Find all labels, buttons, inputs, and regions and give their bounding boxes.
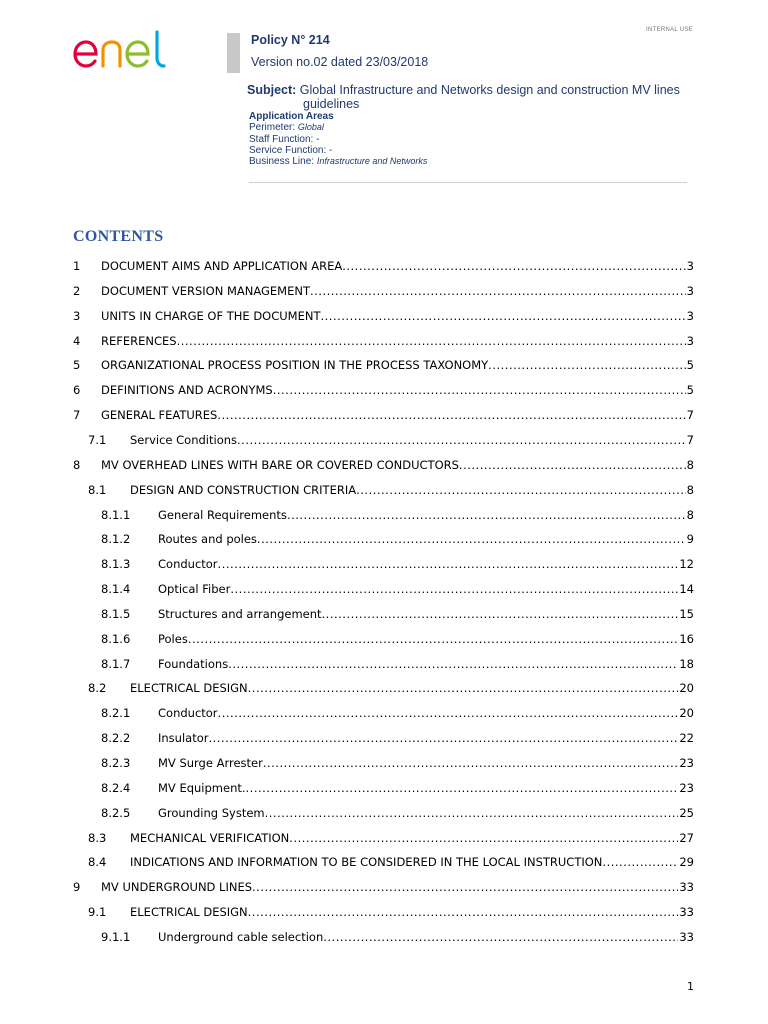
application-areas-heading: Application Areas xyxy=(249,111,334,122)
toc-entry-number: 8.2.1 xyxy=(101,706,131,721)
toc-entry-title: Underground cable selection xyxy=(158,929,324,944)
toc-entry-page: 9 xyxy=(686,532,694,547)
toc-entry[interactable] xyxy=(0,432,768,448)
toc-entry-page: 15 xyxy=(679,606,694,621)
toc-entry-title: Insulator xyxy=(158,731,209,746)
toc-entry[interactable] xyxy=(0,382,768,398)
subject-label: Subject: xyxy=(247,83,297,97)
toc-entry-title: Service Conditions xyxy=(130,432,238,447)
toc-entry-title: General Requirements xyxy=(158,507,287,522)
toc-entry-number: 4 xyxy=(73,333,81,348)
toc-entry[interactable] xyxy=(0,357,768,373)
toc-entry-title: DESIGN AND CONSTRUCTION CRITERIA xyxy=(130,482,357,497)
toc-entry-page: 3 xyxy=(686,283,694,298)
toc-entry-number: 8.1.3 xyxy=(101,557,131,572)
toc-entry-number: 9.1 xyxy=(88,905,107,920)
contents-heading: CONTENTS xyxy=(73,228,164,245)
toc-entry-page: 5 xyxy=(686,383,694,398)
toc-leader-dots xyxy=(488,357,686,373)
toc-entry-title: UNITS IN CHARGE OF THE DOCUMENT xyxy=(101,308,321,323)
perimeter-value: Global xyxy=(297,122,324,133)
toc-entry-page: 7 xyxy=(686,408,694,423)
staff-function-line: Staff Function: - xyxy=(249,133,320,145)
toc-entry-title: Grounding System xyxy=(158,805,265,820)
toc-leader-dots xyxy=(289,830,678,846)
toc-entry-page: 20 xyxy=(679,681,694,696)
toc-leader-dots xyxy=(287,507,686,523)
toc-entry-page: 33 xyxy=(679,929,694,944)
toc-entry-page: 33 xyxy=(679,880,694,895)
subject-block xyxy=(247,83,697,111)
toc-entry-number: 8.1.4 xyxy=(101,582,131,597)
policy-version: Version no.02 dated 23/03/2018 xyxy=(251,55,429,69)
toc-leader-dots xyxy=(310,283,686,299)
toc-entry-title: MV OVERHEAD LINES WITH BARE OR COVERED CONDUCTORS xyxy=(101,457,459,472)
toc-entry-page: 23 xyxy=(679,780,694,795)
toc-leader-dots xyxy=(218,705,679,721)
toc-entry-page: 25 xyxy=(679,805,694,820)
toc-entry-page: 20 xyxy=(679,706,694,721)
toc-entry-title: Conductor xyxy=(158,706,218,721)
enel-logo xyxy=(72,28,182,72)
toc-entry-number: 7.1 xyxy=(88,432,107,447)
toc-entry[interactable] xyxy=(0,581,768,597)
toc-entry-page: 23 xyxy=(679,756,694,770)
toc-entry-page: 14 xyxy=(679,582,694,597)
toc-entry[interactable] xyxy=(0,755,768,771)
toc-entry[interactable] xyxy=(0,631,768,647)
toc-entry-number: 8.2.4 xyxy=(101,780,131,795)
toc-entry-title: GENERAL FEATURES xyxy=(101,408,218,423)
toc-leader-dots xyxy=(208,730,678,746)
perimeter-label: Perimeter: xyxy=(249,122,296,134)
toc-entry-number: 8.1 xyxy=(88,482,107,497)
toc-leader-dots xyxy=(252,879,678,895)
toc-leader-dots xyxy=(321,308,686,324)
toc-entry-number: 8.2.3 xyxy=(101,756,131,770)
toc-entry[interactable] xyxy=(0,805,768,821)
toc-leader-dots xyxy=(218,556,679,572)
toc-leader-dots xyxy=(237,432,686,448)
toc-entry-title: REFERENCES xyxy=(101,333,177,348)
policy-title: Policy N° 214 xyxy=(251,33,330,47)
toc-leader-dots xyxy=(322,606,679,622)
toc-entry-number: 8.2 xyxy=(88,681,107,696)
toc-entry-page: 3 xyxy=(686,259,694,273)
toc-entry-number: 8 xyxy=(73,457,81,472)
toc-leader-dots xyxy=(263,755,679,771)
toc-entry-page: 8 xyxy=(686,482,694,497)
toc-entry-title: MV UNDERGROUND LINES xyxy=(101,880,253,895)
toc-leader-dots xyxy=(248,680,679,696)
toc-entry-number: 1 xyxy=(73,259,81,273)
header-divider xyxy=(249,182,687,183)
toc-entry[interactable] xyxy=(0,308,768,324)
service-function-line: Service Function: - xyxy=(249,144,333,156)
toc-entry[interactable] xyxy=(0,507,768,523)
toc-entry-page: 3 xyxy=(686,333,694,348)
toc-entry-title: Optical Fiber xyxy=(158,582,231,597)
toc-entry[interactable] xyxy=(0,556,768,572)
toc-entry-title: DOCUMENT VERSION MANAGEMENT xyxy=(101,283,310,298)
toc-leader-dots xyxy=(356,482,686,498)
toc-entry-page: 29 xyxy=(679,855,694,870)
toc-leader-dots xyxy=(246,780,679,796)
toc-entry[interactable] xyxy=(0,606,768,622)
toc-entry-page: 18 xyxy=(679,656,694,671)
toc-entry-number: 8.1.1 xyxy=(101,507,131,522)
toc-entry-number: 2 xyxy=(73,283,81,298)
toc-entry[interactable] xyxy=(0,730,768,746)
toc-entry-title: ELECTRICAL DESIGN xyxy=(130,905,248,920)
toc-entry-number: 9.1.1 xyxy=(101,929,131,944)
toc-entry-page: 33 xyxy=(679,905,694,920)
subject-text-line2: guidelines xyxy=(303,97,360,111)
business-line-value: Infrastructure and Networks xyxy=(316,156,428,167)
toc-entry-page: 5 xyxy=(686,358,694,373)
toc-entry-page: 3 xyxy=(686,308,694,323)
toc-entry-title: Poles xyxy=(158,631,188,646)
toc-entry-title: DEFINITIONS AND ACRONYMS xyxy=(101,383,273,398)
toc-entry[interactable] xyxy=(0,929,768,945)
toc-entry-number: 8.1.5 xyxy=(101,606,131,621)
subject-text-line1: Global Infrastructure and Networks design and construction MV lines xyxy=(299,83,680,97)
toc-entry-number: 3 xyxy=(73,308,81,323)
toc-entry[interactable] xyxy=(0,258,768,274)
toc-entry-number: 7 xyxy=(73,408,81,423)
application-areas xyxy=(249,111,427,167)
toc-entry-page: 7 xyxy=(686,432,694,447)
toc-entry[interactable] xyxy=(0,656,768,672)
toc-entry-title: Conductor xyxy=(158,557,218,572)
toc-entry[interactable] xyxy=(0,879,768,895)
toc-entry-page: 8 xyxy=(686,507,694,522)
toc-entry-number: 9 xyxy=(73,880,81,895)
toc-leader-dots xyxy=(602,854,678,870)
toc-leader-dots xyxy=(265,805,679,821)
toc-entry-title: ELECTRICAL DESIGN xyxy=(130,681,248,696)
toc-entry-title: DOCUMENT AIMS AND APPLICATION AREA xyxy=(101,259,343,273)
toc-entry[interactable] xyxy=(0,780,768,796)
toc-entry-title: MV Equipment. xyxy=(158,780,246,795)
toc-entry-number: 8.1.2 xyxy=(101,532,131,547)
toc-leader-dots xyxy=(323,929,678,945)
toc-entry-page: 12 xyxy=(679,557,694,572)
toc-entry[interactable] xyxy=(0,407,768,423)
toc-entry-title: MV Surge Arrester xyxy=(158,756,263,770)
toc-entry-number: 8.1.6 xyxy=(101,631,131,646)
toc-entry-page: 8 xyxy=(686,457,694,472)
toc-leader-dots xyxy=(177,333,686,349)
toc-entry[interactable] xyxy=(0,457,768,473)
toc-entry-title: MECHANICAL VERIFICATION xyxy=(130,830,290,845)
toc-entry-number: 8.1.7 xyxy=(101,656,131,671)
toc-leader-dots xyxy=(342,258,685,274)
toc-leader-dots xyxy=(217,407,685,423)
toc-entry-number: 8.3 xyxy=(88,830,107,845)
internal-use-label: INTERNAL USE xyxy=(646,27,694,33)
toc-leader-dots xyxy=(248,904,679,920)
toc-entry[interactable] xyxy=(0,283,768,299)
business-line xyxy=(249,156,427,167)
toc-entry-number: 5 xyxy=(73,358,81,373)
toc-entry[interactable] xyxy=(0,333,768,349)
toc-entry-page: 27 xyxy=(679,830,694,845)
toc-leader-dots xyxy=(459,457,686,473)
toc-entry-number: 6 xyxy=(73,383,81,398)
toc-entry-title: Routes and poles xyxy=(158,532,257,547)
toc-leader-dots xyxy=(273,382,686,398)
toc-leader-dots xyxy=(188,631,679,647)
perimeter-line xyxy=(249,122,427,133)
toc-entry-number: 8.2.2 xyxy=(101,731,131,746)
toc-entry-title: ORGANIZATIONAL PROCESS POSITION IN THE PROCESS TAXONOMY xyxy=(101,358,489,373)
toc-entry-title: Structures and arrangement xyxy=(158,606,322,621)
toc-entry[interactable] xyxy=(0,854,768,870)
toc-leader-dots xyxy=(228,656,678,672)
toc-entry[interactable] xyxy=(0,482,768,498)
business-line-label: Business Line: xyxy=(249,156,315,168)
page-number: 1 xyxy=(687,980,694,993)
toc-entry[interactable] xyxy=(0,904,768,920)
toc-entry-number: 8.2.5 xyxy=(101,805,131,820)
toc-entry-page: 22 xyxy=(679,731,694,746)
toc-entry[interactable] xyxy=(0,705,768,721)
header-accent-bar xyxy=(227,33,240,73)
toc-entry[interactable] xyxy=(0,830,768,846)
toc-entry-number: 8.4 xyxy=(88,855,107,870)
toc-entry-title: Foundations xyxy=(158,656,229,671)
toc-leader-dots xyxy=(230,581,678,597)
toc-entry-title: INDICATIONS AND INFORMATION TO BE CONSIDERED IN THE LOCAL INSTRUCTION xyxy=(130,855,603,870)
toc-entry-page: 16 xyxy=(679,631,694,646)
toc-entry[interactable] xyxy=(0,531,768,547)
toc-entry[interactable] xyxy=(0,680,768,696)
toc-leader-dots xyxy=(257,531,686,547)
